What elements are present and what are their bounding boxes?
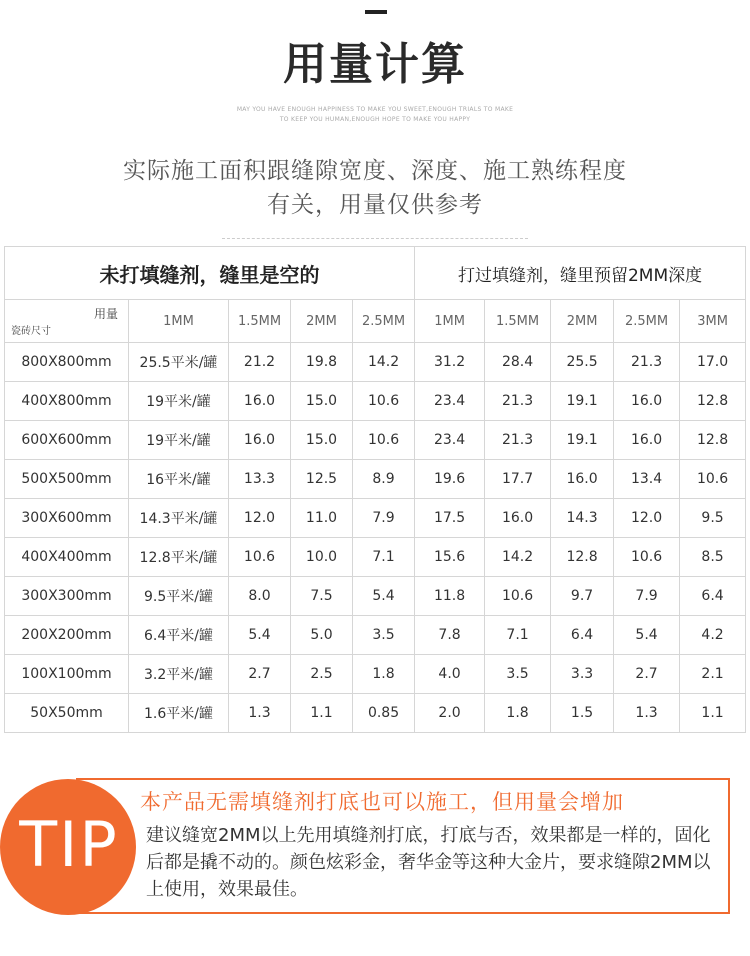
- usage-value-cell: 5.4: [229, 616, 291, 655]
- tile-size-cell: 400X800mm: [5, 382, 129, 421]
- usage-value-cell: 21.3: [485, 382, 551, 421]
- usage-value-cell: 7.1: [485, 616, 551, 655]
- corner-label-tile-size: 瓷砖尺寸: [11, 326, 51, 337]
- usage-value-cell: 1.3: [614, 694, 680, 733]
- usage-value-cell: 21.3: [485, 421, 551, 460]
- usage-value-cell: 13.3: [229, 460, 291, 499]
- usage-value-cell: 3.3: [551, 655, 614, 694]
- usage-value-cell: 3.2平米/罐: [129, 655, 229, 694]
- usage-value-cell: 25.5平米/罐: [129, 343, 229, 382]
- usage-value-cell: 2.1: [680, 655, 746, 694]
- column-header: 1MM: [129, 300, 229, 343]
- usage-value-cell: 16.0: [551, 460, 614, 499]
- tile-size-cell: 500X500mm: [5, 460, 129, 499]
- group-header-row: [5, 247, 746, 300]
- usage-value-cell: 7.9: [353, 499, 415, 538]
- usage-value-cell: 11.0: [291, 499, 353, 538]
- usage-value-cell: 31.2: [415, 343, 485, 382]
- corner-header-cell: [5, 300, 129, 343]
- usage-value-cell: 23.4: [415, 382, 485, 421]
- usage-value-cell: 7.8: [415, 616, 485, 655]
- usage-value-cell: 10.6: [353, 382, 415, 421]
- usage-value-cell: 14.2: [485, 538, 551, 577]
- usage-value-cell: 28.4: [485, 343, 551, 382]
- usage-value-cell: 2.0: [415, 694, 485, 733]
- column-header: 1.5MM: [485, 300, 551, 343]
- group-header-filled: 打过填缝剂，缝里预留2MM深度: [415, 247, 746, 300]
- usage-value-cell: 1.8: [485, 694, 551, 733]
- group-header-unfilled: 未打填缝剂，缝里是空的: [5, 247, 415, 300]
- column-header: 2.5MM: [353, 300, 415, 343]
- usage-value-cell: 16平米/罐: [129, 460, 229, 499]
- tile-size-cell: 600X600mm: [5, 421, 129, 460]
- usage-value-cell: 1.5: [551, 694, 614, 733]
- usage-value-cell: 8.5: [680, 538, 746, 577]
- column-header: 2MM: [551, 300, 614, 343]
- usage-value-cell: 16.0: [485, 499, 551, 538]
- tile-size-cell: 400X400mm: [5, 538, 129, 577]
- table-row: [5, 655, 746, 694]
- usage-value-cell: 19平米/罐: [129, 421, 229, 460]
- usage-value-cell: 23.4: [415, 421, 485, 460]
- tile-size-cell: 300X300mm: [5, 577, 129, 616]
- usage-value-cell: 10.6: [353, 421, 415, 460]
- usage-value-cell: 7.9: [614, 577, 680, 616]
- usage-value-cell: 12.8: [551, 538, 614, 577]
- usage-value-cell: 17.7: [485, 460, 551, 499]
- usage-value-cell: 6.4: [680, 577, 746, 616]
- usage-value-cell: 1.8: [353, 655, 415, 694]
- table-row: [5, 538, 746, 577]
- page-title: 用量计算: [283, 39, 467, 90]
- title-decor-bar: [365, 10, 387, 14]
- subtitle-line-1: 实际施工面积跟缝隙宽度、深度、施工熟练程度: [123, 158, 627, 184]
- usage-value-cell: 15.0: [291, 382, 353, 421]
- usage-value-cell: 10.6: [229, 538, 291, 577]
- column-header: 2.5MM: [614, 300, 680, 343]
- subtitle-line-2: 有关，用量仅供参考: [267, 192, 483, 218]
- divider: [222, 238, 528, 239]
- usage-value-cell: 1.1: [291, 694, 353, 733]
- usage-value-cell: 14.3: [551, 499, 614, 538]
- usage-value-cell: 8.0: [229, 577, 291, 616]
- table-row: [5, 694, 746, 733]
- tip-label: TIP: [19, 808, 119, 881]
- usage-value-cell: 12.0: [229, 499, 291, 538]
- usage-value-cell: 11.8: [415, 577, 485, 616]
- table-row: [5, 499, 746, 538]
- usage-value-cell: 2.5: [291, 655, 353, 694]
- usage-value-cell: 9.5: [680, 499, 746, 538]
- usage-value-cell: 19.8: [291, 343, 353, 382]
- usage-value-cell: 3.5: [485, 655, 551, 694]
- tile-size-cell: 200X200mm: [5, 616, 129, 655]
- usage-value-cell: 19.1: [551, 382, 614, 421]
- usage-value-cell: 1.6平米/罐: [129, 694, 229, 733]
- usage-value-cell: 1.1: [680, 694, 746, 733]
- tagline-line-2: TO KEEP YOU HUMAN,ENOUGH HOPE TO MAKE YOU HAPPY: [279, 116, 471, 123]
- usage-value-cell: 3.5: [353, 616, 415, 655]
- usage-value-cell: 7.5: [291, 577, 353, 616]
- usage-value-cell: 17.0: [680, 343, 746, 382]
- usage-value-cell: 2.7: [614, 655, 680, 694]
- usage-value-cell: 2.7: [229, 655, 291, 694]
- table-row: [5, 421, 746, 460]
- usage-value-cell: 5.4: [353, 577, 415, 616]
- usage-value-cell: 21.3: [614, 343, 680, 382]
- usage-value-cell: 12.8: [680, 421, 746, 460]
- usage-table: [4, 246, 746, 733]
- tagline-line-1: MAY YOU HAVE ENOUGH HAPPINESS TO MAKE YOU SWEET,ENOUGH TRIALS TO MAKE: [236, 106, 514, 113]
- usage-value-cell: 12.5: [291, 460, 353, 499]
- column-header-row: [5, 300, 746, 343]
- usage-value-cell: 16.0: [229, 421, 291, 460]
- usage-value-cell: 8.9: [353, 460, 415, 499]
- usage-value-cell: 10.6: [485, 577, 551, 616]
- usage-value-cell: 15.6: [415, 538, 485, 577]
- column-header: 2MM: [291, 300, 353, 343]
- usage-value-cell: 4.0: [415, 655, 485, 694]
- usage-value-cell: 17.5: [415, 499, 485, 538]
- usage-value-cell: 19平米/罐: [129, 382, 229, 421]
- tile-size-cell: 100X100mm: [5, 655, 129, 694]
- usage-value-cell: 5.4: [614, 616, 680, 655]
- usage-value-cell: 9.7: [551, 577, 614, 616]
- usage-value-cell: 1.3: [229, 694, 291, 733]
- usage-value-cell: 7.1: [353, 538, 415, 577]
- tile-size-cell: 800X800mm: [5, 343, 129, 382]
- table-row: [5, 382, 746, 421]
- usage-value-cell: 19.6: [415, 460, 485, 499]
- usage-value-cell: 10.6: [680, 460, 746, 499]
- usage-value-cell: 4.2: [680, 616, 746, 655]
- usage-value-cell: 6.4平米/罐: [129, 616, 229, 655]
- column-header: 1MM: [415, 300, 485, 343]
- usage-value-cell: 25.5: [551, 343, 614, 382]
- corner-label-usage: 用量: [93, 307, 118, 321]
- table-row: [5, 343, 746, 382]
- usage-value-cell: 16.0: [229, 382, 291, 421]
- table-row: [5, 577, 746, 616]
- table-row: [5, 616, 746, 655]
- column-header: 1.5MM: [229, 300, 291, 343]
- usage-value-cell: 12.8平米/罐: [129, 538, 229, 577]
- usage-value-cell: 16.0: [614, 382, 680, 421]
- usage-value-cell: 19.1: [551, 421, 614, 460]
- usage-value-cell: 10.6: [614, 538, 680, 577]
- table-row: [5, 460, 746, 499]
- tile-size-cell: 300X600mm: [5, 499, 129, 538]
- usage-value-cell: 21.2: [229, 343, 291, 382]
- column-header: 3MM: [680, 300, 746, 343]
- usage-value-cell: 15.0: [291, 421, 353, 460]
- usage-value-cell: 9.5平米/罐: [129, 577, 229, 616]
- usage-value-cell: 12.8: [680, 382, 746, 421]
- usage-value-cell: 14.3平米/罐: [129, 499, 229, 538]
- usage-value-cell: 16.0: [614, 421, 680, 460]
- usage-value-cell: 13.4: [614, 460, 680, 499]
- usage-value-cell: 0.85: [353, 694, 415, 733]
- usage-value-cell: 14.2: [353, 343, 415, 382]
- usage-value-cell: 5.0: [291, 616, 353, 655]
- tip-body: 建议缝宽2MM以上先用填缝剂打底，打底与否，效果都是一样的，固化后都是撬不动的。颜色炫彩金，奢华金等这种大金片，要求缝隙2MM以上使用，效果最佳。: [146, 825, 711, 900]
- usage-value-cell: 6.4: [551, 616, 614, 655]
- tile-size-cell: 50X50mm: [5, 694, 129, 733]
- usage-value-cell: 12.0: [614, 499, 680, 538]
- usage-value-cell: 10.0: [291, 538, 353, 577]
- tip-heading: 本产品无需填缝剂打底也可以施工，但用量会增加: [140, 790, 624, 814]
